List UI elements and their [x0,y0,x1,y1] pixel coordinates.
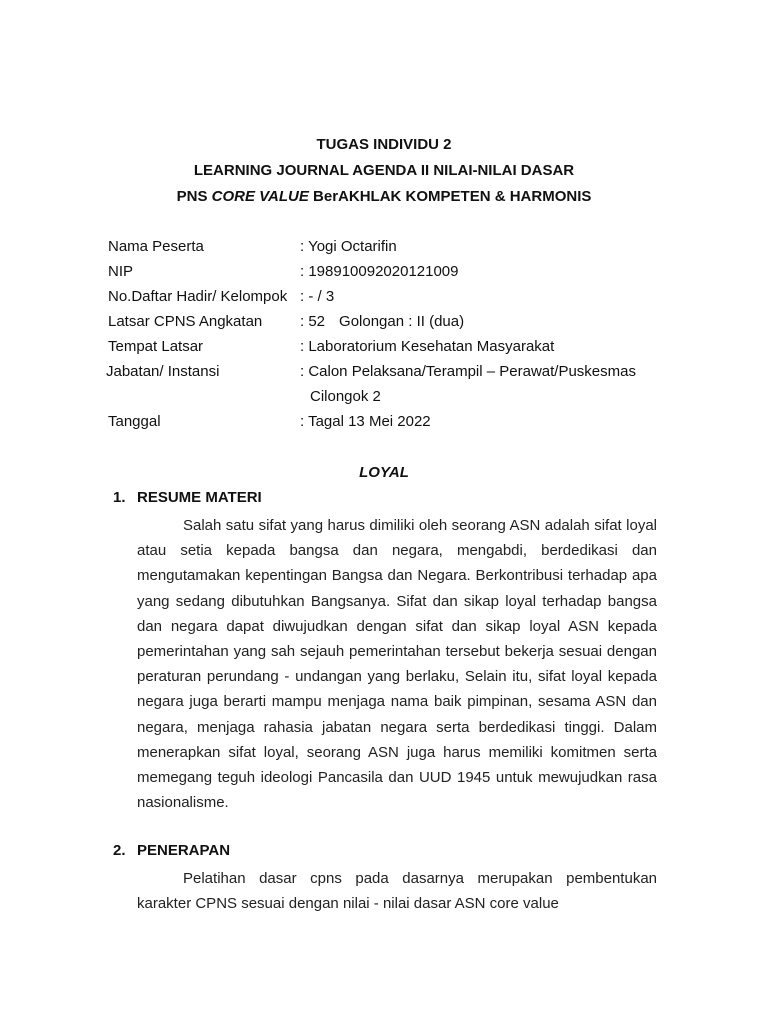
info-row-jabatan-cont [108,388,668,413]
latsar-label: Latsar CPNS Angkatan [108,313,263,330]
daftar-label: No.Daftar Hadir/ Kelompok [108,288,288,305]
daftar-value: : - / 3 [300,288,335,305]
paragraph-resume: Salah satu sifat yang harus dimiliki oleh seorang ASN adalah sifat loyal atau setia kepada bangsa dan negara, mengabdi, berdedikasi dan mengutamakan kepentingan Bangsa dan Negara. Berkontribusi terhadap apa yang sedang dibutuhkan Bangsanya. Sifat dan sikap loyal terhadap bangsa dan negara dapat diwujudkan dengan sifat dan sikap loyal ASN kepada pemerintahan yang sah sejauh pemerintahan tersebut bekerja sesuai dengan peraturan perundang - undangan yang berlaku, Selain itu, sifat loyal kepada negara juga berarti mampu menjaga nama baik pimpinan, sesama ASN dan negara, menjaga rahasia jabatan negara serta berdedikasi tinggi. Dalam menerapkan sifat loyal, seorang ASN juga harus memiliki komitmen serta memegang teguh ideologi Pancasila dan UUD 1945 untuk mewujudkan rasa nasionalisme. [137,517,657,812]
latsar-value: : 52 [300,313,326,330]
heading-resume [113,489,262,507]
jabatan-label: Jabatan/ Instansi [106,363,220,380]
nip-value: : 198910092020121009 [300,263,459,280]
doc-title-prefix: PNS [176,188,212,205]
tempat-value: : Laboratorium Kesehatan Masyarakat [300,338,555,355]
jabatan-value-cont: Cilongok 2 [310,388,381,405]
info-row-nama [108,238,668,263]
heading-resume-label: RESUME MATERI [137,489,262,506]
section-title: LOYAL [359,464,409,481]
doc-title-suffix: BerAKHLAK KOMPETEN & HARMONIS [308,188,592,205]
jabatan-value: : Calon Pelaksana/Terampil – Perawat/Puskesmas [300,363,636,380]
tanggal-value: : Tagal 13 Mei 2022 [300,413,431,430]
nama-value: : Yogi Octarifin [300,238,397,255]
doc-title-italic: CORE VALUE [211,188,309,205]
doc-title-line-1: TUGAS INDIVIDU 2 [316,136,452,153]
nama-label: Nama Peserta [108,238,204,255]
info-row-latsar [108,313,668,338]
info-row-tanggal [108,413,668,438]
heading-penerapan [113,842,230,860]
heading-resume-number: 1. [113,489,126,506]
golongan-value: Golongan : II (dua) [339,313,465,330]
info-row-nip [108,263,668,288]
heading-penerapan-number: 2. [113,842,126,859]
nip-label: NIP [108,263,134,280]
doc-title-line-3 [0,188,768,206]
heading-penerapan-label: PENERAPAN [137,842,231,859]
doc-title-line-2: LEARNING JOURNAL AGENDA II NILAI-NILAI DASAR [193,162,575,179]
paragraph-penerapan: Pelatihan dasar cpns pada dasarnya merupakan pembentukan karakter CPNS sesuai dengan nilai - nilai dasar ASN core value [137,870,657,913]
info-row-jabatan [108,363,668,388]
info-row-daftar [108,288,668,313]
tanggal-label: Tanggal [108,413,161,430]
info-row-tempat [108,338,668,363]
tempat-label: Tempat Latsar [108,338,204,355]
participant-info [108,238,668,438]
latsar-value-group [300,313,464,331]
